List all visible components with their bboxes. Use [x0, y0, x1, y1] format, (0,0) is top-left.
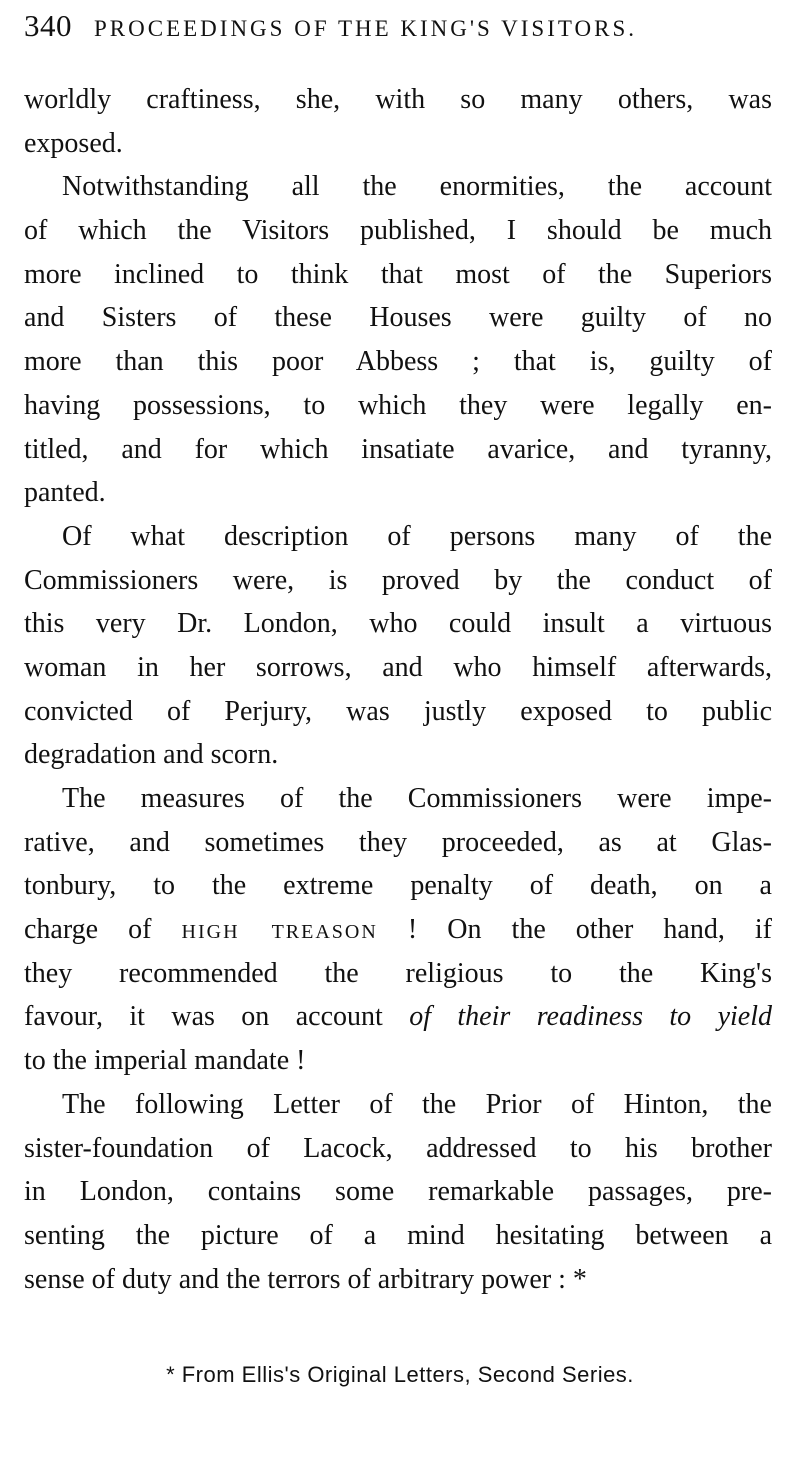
line-segment: charge of — [24, 914, 182, 946]
text-line: more inclined to think that most of the Superiors — [24, 258, 772, 290]
text-line: this very Dr. London, who could insult a virtuous — [24, 608, 772, 640]
text-line: having possessions, to which they were legally en- — [24, 389, 772, 421]
body-text — [24, 78, 772, 1301]
small-caps-phrase: high treason — [181, 914, 378, 946]
text-line: panted. — [24, 477, 106, 509]
text-line: worldly craftiness, she, with so many others, was — [24, 84, 772, 115]
running-head: PROCEEDINGS OF THE KING'S VISITORS. — [94, 16, 638, 41]
text-line: Commissioners were, is proved by the conduct of — [24, 564, 772, 596]
text-line: Of what description of persons many of the — [62, 520, 772, 552]
text-line: more than this poor Abbess ; that is, guilty of — [24, 346, 772, 378]
text-line: sense of duty and the terrors of arbitrary power : * — [24, 1263, 587, 1295]
page-header — [24, 8, 784, 52]
text-line: woman in her sorrows, and who himself afterwards, — [24, 651, 772, 683]
text-line: in London, contains some remarkable passages, pre- — [24, 1176, 772, 1208]
line-segment: favour, it was on account — [24, 1001, 410, 1033]
text-line: rative, and sometimes they proceeded, as at Glas- — [24, 826, 772, 858]
text-line: to the imperial mandate ! — [24, 1045, 306, 1077]
text-line: senting the picture of a mind hesitating between a — [24, 1219, 772, 1251]
text-line: of which the Visitors published, I should be much — [24, 215, 772, 247]
page-number: 340 — [24, 8, 72, 43]
text-line: The following Letter of the Prior of Hinton, the — [62, 1088, 772, 1120]
footnote: * From Ellis's Original Letters, Second Series. — [166, 1362, 634, 1387]
text-line: and Sisters of these Houses were guilty of no — [24, 302, 772, 334]
text-line: degradation and scorn. — [24, 739, 279, 771]
text-line: Notwithstanding all the enormities, the account — [62, 171, 772, 203]
text-line: titled, and for which insatiate avarice, and tyranny, — [24, 433, 772, 465]
text-line: tonbury, to the extreme penalty of death, on a — [24, 870, 772, 902]
text-line — [24, 995, 772, 1039]
text-line: sister-foundation of Lacock, addressed to his brother — [24, 1132, 772, 1164]
text-line: exposed. — [24, 127, 123, 159]
italic-phrase: of their readiness to yield — [409, 1001, 773, 1033]
line-segment: ! On the other hand, if — [377, 914, 772, 946]
text-line: convicted of Perjury, was justly exposed to public — [24, 695, 772, 727]
text-line — [24, 908, 772, 952]
text-line: they recommended the religious to the King's — [24, 957, 772, 989]
text-line: The measures of the Commissioners were impe- — [62, 783, 772, 814]
